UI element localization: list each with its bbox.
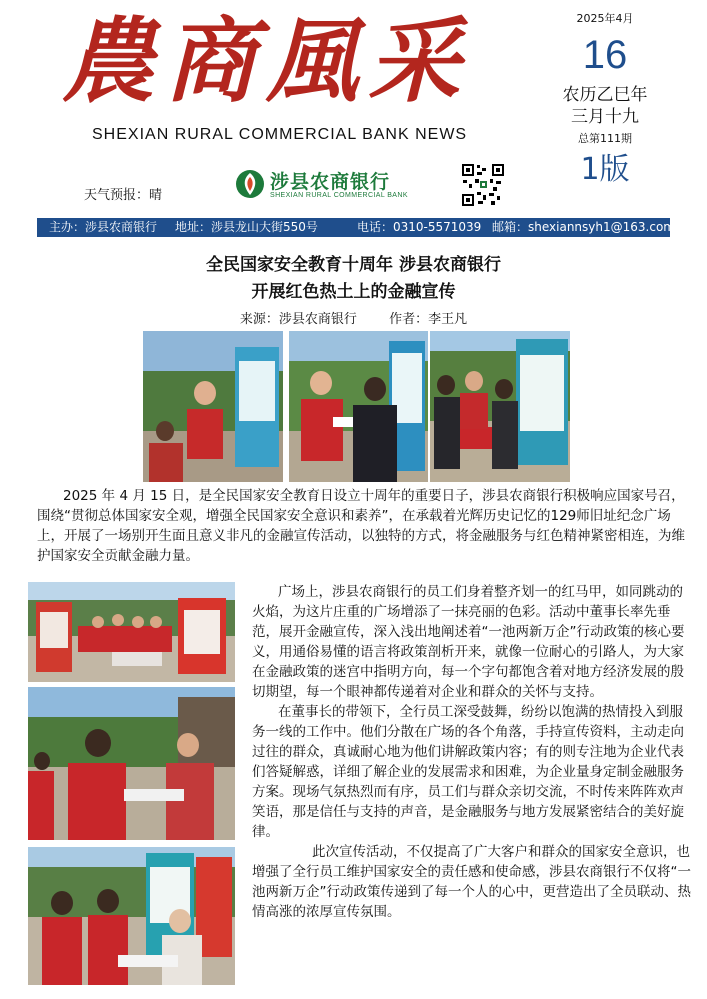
- event-photo-2: [289, 331, 428, 482]
- event-photo-1: [143, 331, 283, 482]
- masthead: [0, 0, 707, 215]
- article-body: [252, 582, 692, 922]
- article-author: 作者：李王凡: [389, 312, 468, 327]
- address-info: 地址：涉县龙山大街550号: [175, 220, 318, 234]
- newspaper-title: 農商風采: [62, 7, 471, 115]
- article-paragraph-2: 在董事长的带领下，全行员工深受鼓舞，纷纷以饱满的热情投入到服务一线的工作中。他们分散在广场的各个角落，手持宣传资料，主动走向过往的群众，真诚耐心地为他们讲解政策内容；有的则专注地为企业代表们答疑解惑，详细了解企业的发展需求和困难，为企业量身定制金融服务方案。现场气氛热烈而有序，员工们与群众亲切交流，不时传来阵阵欢声笑语，那是信任与支持的声音，是金融服务与地方发展紧密结合的美好旋律。: [252, 704, 684, 840]
- byline: [0, 308, 707, 327]
- date-block: [540, 10, 670, 188]
- lunar-date: 三月十九: [571, 107, 639, 127]
- article-source: 来源：涉县农商银行: [239, 312, 357, 327]
- newspaper-title-english: SHEXIAN RURAL COMMERCIAL BANK NEWS: [92, 126, 468, 143]
- bank-logo-icon: [234, 168, 266, 200]
- issue-year-month: 2025年4月: [576, 12, 634, 25]
- side-photo-3: [28, 847, 235, 985]
- qr-code-icon: [461, 163, 505, 207]
- lunar-year: 农历乙巳年: [562, 85, 648, 105]
- issue-day: 16: [582, 33, 628, 77]
- edition-number: 1版: [580, 152, 630, 187]
- event-photo-3: [430, 331, 570, 482]
- bank-logo: [234, 165, 414, 205]
- article-paragraph-1: 广场上，涉县农商银行的员工们身着整齐划一的红马甲，如同跳动的火焰，为这片庄重的广场增添了一抹亮丽的色彩。活动中董事长率先垂范，展开金融宣传，深入浅出地阐述着“一池两新万企”行动政策的核心要义，用通俗易懂的语言将政策剖析开来，就像一位耐心的引路人，为大家在金融政策的迷宫中指明方向，每一个字句都饱含着对地方经济发展的殷切期望，每一个眼神都传递着对企业和群众的关怀与支持。: [252, 584, 685, 700]
- bank-name-english: SHEXIAN RURAL COMMERCIAL BANK: [270, 192, 408, 199]
- article-paragraph-3: 此次宣传活动，不仅提高了广大客户和群众的国家安全意识，也增强了全行员工维护国家安全的责任感和使命感，涉县农商银行不仅将“一池两新万企”行动政策传递到了每一个人的心中，更营造出了全员联动、热情高涨的浓厚宣传氛围。: [252, 844, 691, 920]
- email-info: 邮箱：shexiannsyh1@163.com: [492, 220, 675, 234]
- article-headline: [0, 252, 707, 306]
- side-photo-1: [28, 582, 235, 682]
- weather-forecast: 天气预报：晴: [84, 188, 163, 203]
- article-lede: 2025 年 4 月 15 日，是全民国家安全教育日设立十周年的重要日子，涉县农商银行积极响应国家号召，围绕“贯彻总体国家安全观，增强全民国家安全意识和素养”，在承载着光辉历史记忆的129师旧址纪念广场上，开展了一场别开生面且意义非凡的金融宣传活动，以独特的方式，将金融服务与红色精神紧密相连，为维护国家安全贡献金融力量。: [37, 488, 685, 564]
- side-photo-2: [28, 687, 235, 840]
- info-bar: [37, 218, 675, 237]
- bank-name: 涉县农商银行: [270, 171, 391, 193]
- host-info: 主办：涉县农商银行: [49, 220, 158, 234]
- phone-info: 电话：0310-5571039: [357, 220, 482, 234]
- issue-number: 总第111期: [578, 132, 632, 145]
- headline-line-2: 开展红色热土上的金融宣传: [251, 282, 456, 302]
- headline-line-1: 全民国家安全教育十周年 涉县农商银行: [206, 255, 501, 275]
